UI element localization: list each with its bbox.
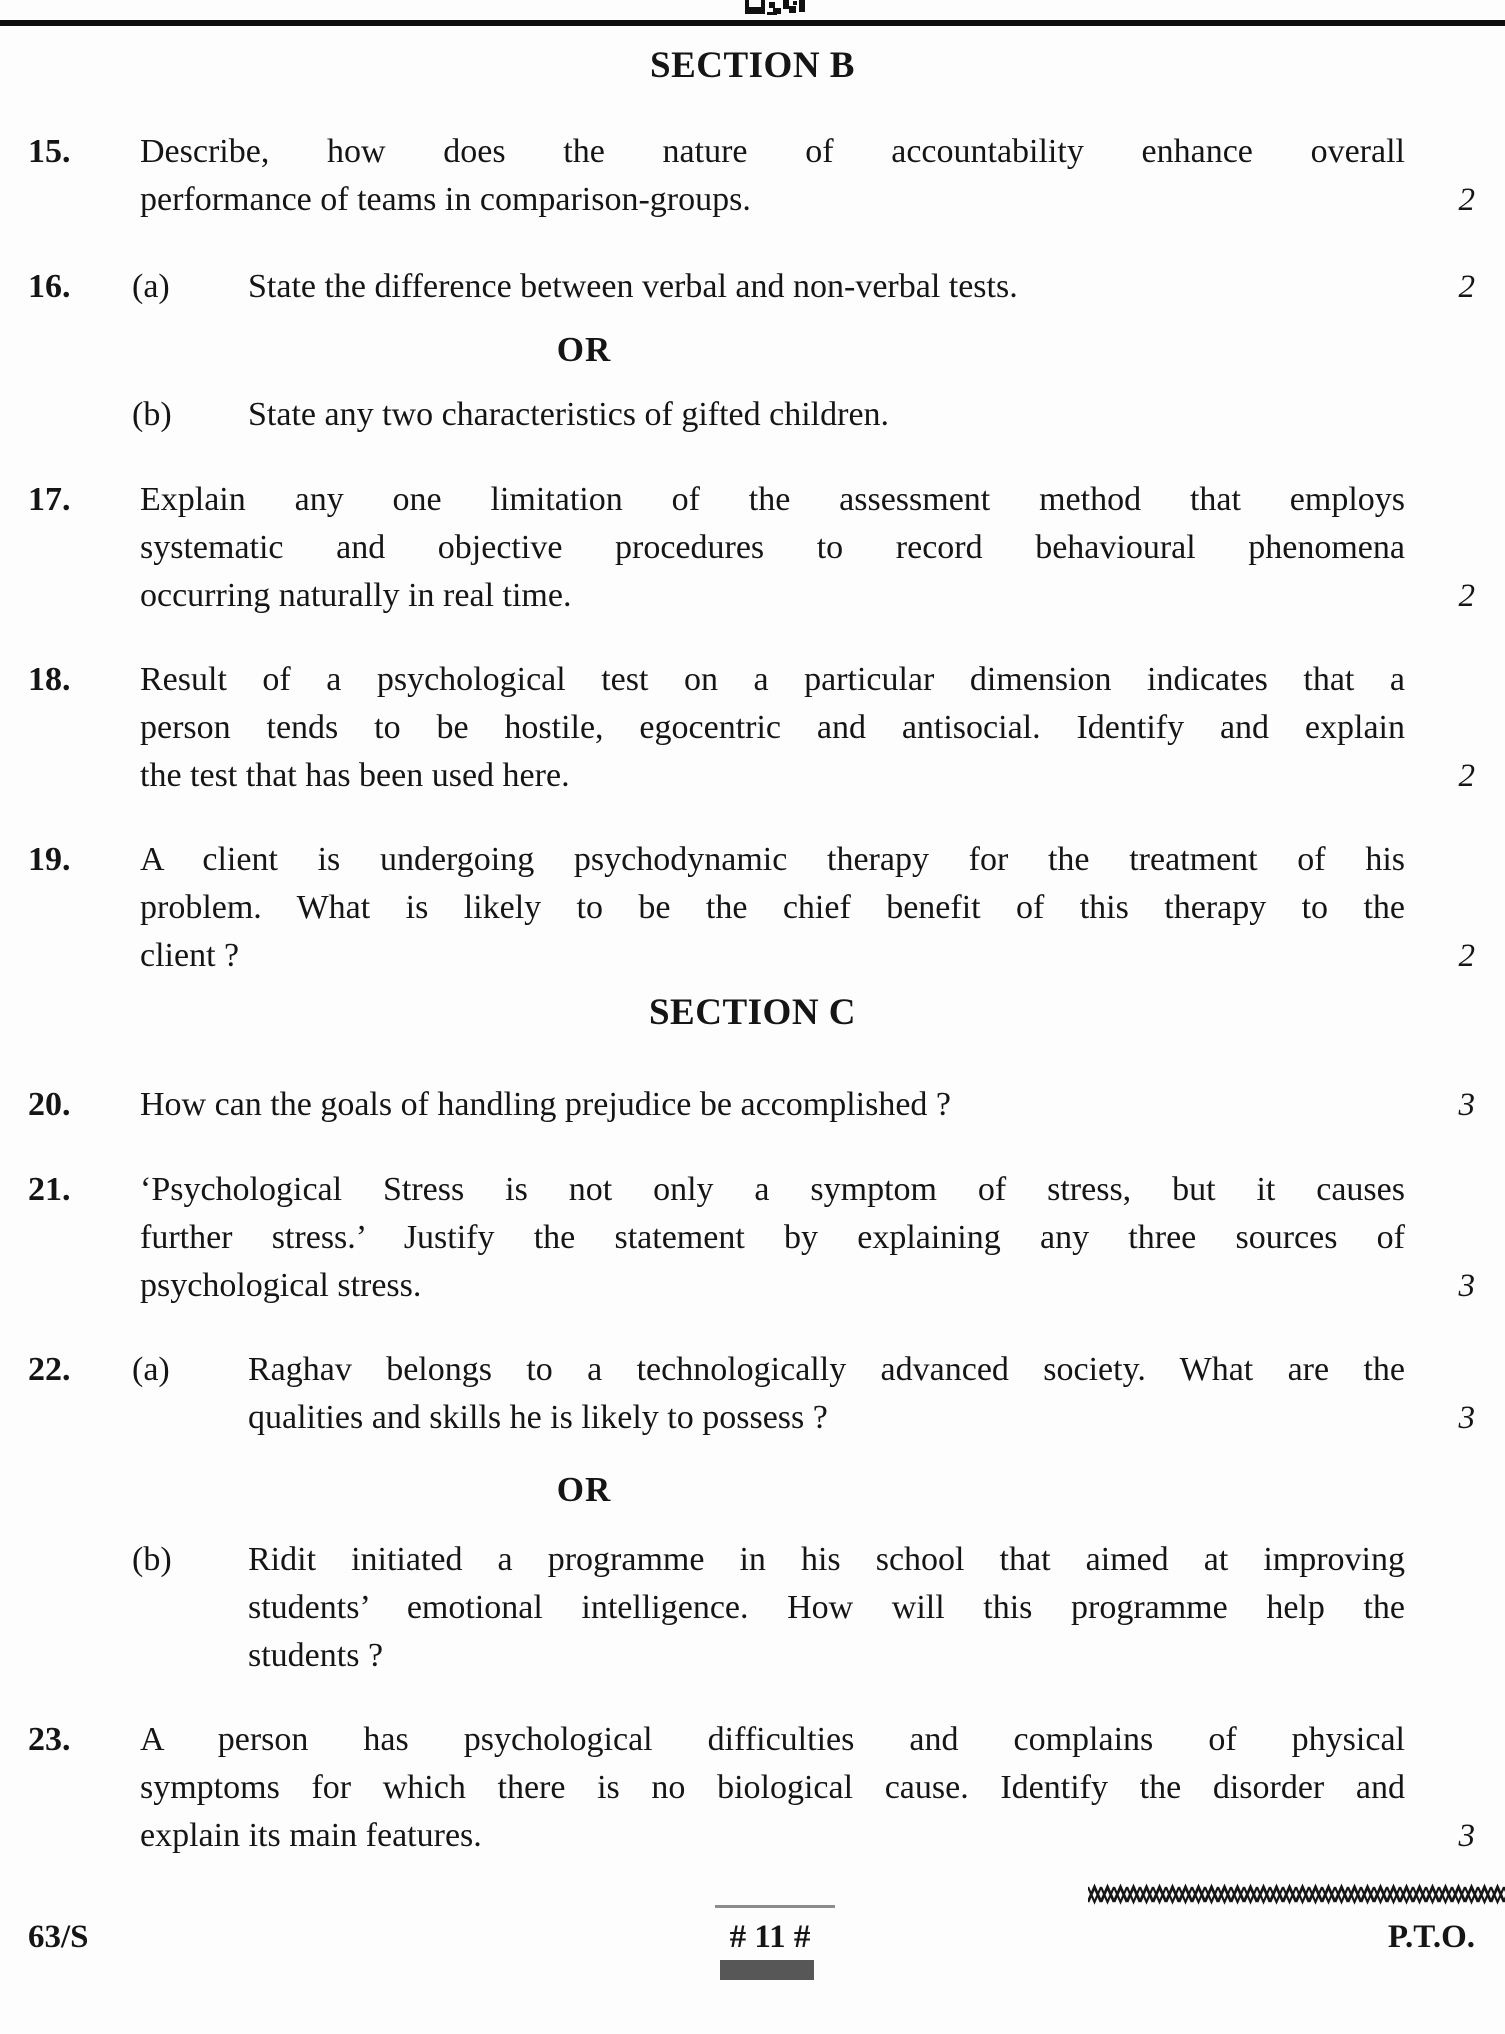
question-text-line: ‘Psychological Stress is not only a symptom of stress, but it causes [140, 1171, 1405, 1208]
question-number: 17. [28, 481, 71, 518]
zigzag-divider-icon [1088, 1882, 1505, 1908]
question-text [140, 836, 1405, 980]
marks-value: 3 [1458, 1087, 1475, 1123]
question-text [140, 1081, 1405, 1129]
question-text-line: students’ emotional intelligence. How will this programme help the [248, 1589, 1405, 1626]
footer-ink-bar [720, 1960, 814, 1980]
question-text-line: systematic and objective procedures to record behavioural phenomena [140, 529, 1405, 566]
question-number: 21. [28, 1171, 71, 1208]
subpart-label: (b) [132, 396, 172, 433]
question-text [140, 476, 1405, 620]
question-text-line: A person has psychological difficulties and complains of physical [140, 1721, 1405, 1758]
marks-value: 2 [1458, 182, 1475, 218]
marks-value: 3 [1458, 1268, 1475, 1304]
question-text-line: performance of teams in comparison-groups. [140, 181, 751, 218]
question-text-line: A client is undergoing psychodynamic therapy for the treatment of his [140, 841, 1405, 878]
question-text-line: qualities and skills he is likely to possess ? [248, 1399, 828, 1436]
or-separator: OR [556, 1470, 612, 1509]
question-text [248, 1346, 1405, 1442]
marks-value: 2 [1458, 758, 1475, 794]
marks-value: 2 [1458, 269, 1475, 305]
pto-label: P.T.O. [1387, 1919, 1475, 1955]
marks-value: 2 [1458, 578, 1475, 614]
subpart-label: (a) [132, 268, 170, 305]
marks-value: 3 [1458, 1818, 1475, 1854]
question-text-line: occurring naturally in real time. [140, 577, 572, 614]
qr-code-fragment-icon [745, 0, 809, 16]
question-number: 16. [28, 268, 71, 305]
header-rule [0, 20, 1505, 26]
question-number: 19. [28, 841, 71, 878]
question-text [140, 1716, 1405, 1860]
question-text-line: Result of a psychological test on a particular dimension indicates that a [140, 661, 1405, 698]
question-text-line: Ridit initiated a programme in his school that aimed at improving [248, 1541, 1405, 1578]
section-b-title: SECTION B [650, 45, 855, 86]
question-text-line: Explain any one limitation of the assessment method that employs [140, 481, 1405, 518]
question-text-line: State the difference between verbal and non-verbal tests. [248, 268, 1018, 305]
question-text [140, 128, 1405, 224]
question-text-line: State any two characteristics of gifted children. [248, 396, 890, 433]
question-text-line: explain its main features. [140, 1817, 482, 1854]
question-number: 15. [28, 133, 71, 170]
question-text-line: Raghav belongs to a technologically advanced society. What are the [248, 1351, 1405, 1388]
page-number: # 11 # [729, 1919, 811, 1955]
question-text-line: the test that has been used here. [140, 757, 570, 794]
question-text [140, 1166, 1405, 1310]
section-c-title: SECTION C [648, 992, 857, 1033]
question-text-line: Describe, how does the nature of accountability enhance overall [140, 133, 1405, 170]
question-number: 18. [28, 661, 71, 698]
or-separator: OR [556, 330, 612, 369]
question-text-line: How can the goals of handling prejudice be accomplished ? [140, 1086, 952, 1123]
page-number-rule [715, 1905, 835, 1908]
question-text-line: problem. What is likely to be the chief benefit of this therapy to the [140, 889, 1405, 926]
question-text-line: symptoms for which there is no biological cause. Identify the disorder and [140, 1769, 1405, 1806]
question-text-line: person tends to be hostile, egocentric and antisocial. Identify and explain [140, 709, 1405, 746]
question-number: 23. [28, 1721, 71, 1758]
question-text [140, 656, 1405, 800]
subpart-label: (a) [132, 1351, 170, 1388]
question-text [248, 1536, 1405, 1680]
question-text-line: client ? [140, 937, 240, 974]
question-text [248, 391, 1405, 439]
question-text-line: further stress.’ Justify the statement by explaining any three sources of [140, 1219, 1405, 1256]
paper-code: 63/S [28, 1919, 89, 1955]
marks-value: 2 [1458, 938, 1475, 974]
question-number: 20. [28, 1086, 71, 1123]
marks-value: 3 [1458, 1400, 1475, 1436]
question-text [248, 263, 1405, 311]
question-number: 22. [28, 1351, 71, 1388]
subpart-label: (b) [132, 1541, 172, 1578]
question-text-line: psychological stress. [140, 1267, 422, 1304]
question-text-line: students ? [248, 1637, 384, 1674]
